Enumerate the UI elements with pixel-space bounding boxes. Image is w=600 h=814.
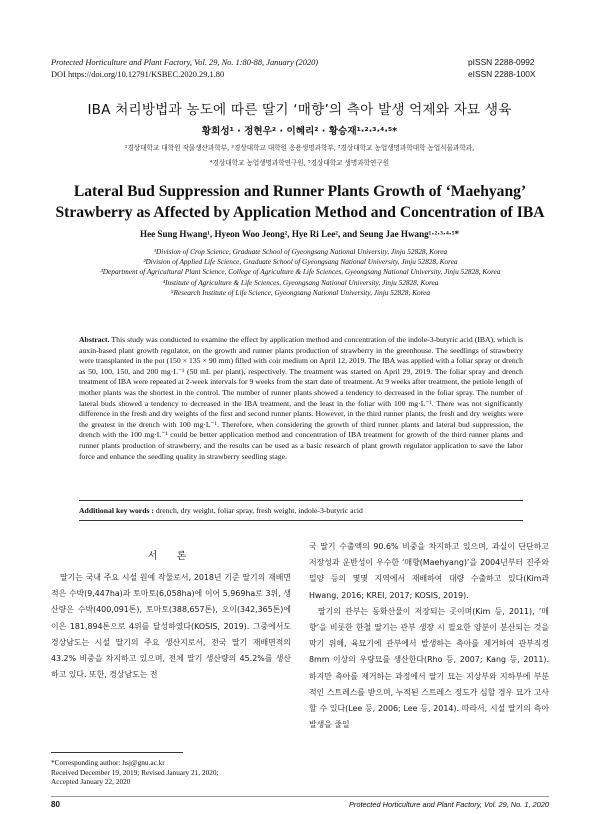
- abstract: [79, 335, 523, 462]
- english-title: [40, 182, 560, 223]
- affiliation-1: ¹Division of Crop Science, Graduate School of Gyeongsang National University, Jinju 52828, Korea: [153, 247, 448, 256]
- page-number: 80: [51, 800, 60, 809]
- section-heading-introduction: 서 론: [147, 551, 195, 562]
- korean-title: IBA 처리방법과 농도에 따른 딸기 ‘매향’의 측아 발생 억제와 자묘 생육: [87, 102, 512, 118]
- footnote: [51, 758, 291, 787]
- korean-affiliations: [48, 141, 551, 171]
- abstract-label: Abstract.: [79, 335, 110, 344]
- corresponding-author: *Corresponding author: hsj@gnu.ac.kr: [51, 758, 165, 767]
- body-column-right: [309, 539, 549, 733]
- english-authors: Hee Sung Hwang¹, Hyeon Woo Jeong², Hye Ri Lee², and Seung Jae Hwang¹·²·³·⁴·⁵*: [140, 229, 459, 239]
- korean-affiliation-line: ¹경상대학교 대학원 작물생산과학부, ²경상대학교 대학원 응용생명과학부, ³경상대학교 농업생명과학대학 농업식물과학과,: [124, 144, 475, 152]
- footnote-divider: [51, 752, 183, 753]
- affiliation-4: ⁴Institute of Agriculture & Life Sciences, Gyeongsang National University, Jinju 52828, Korea: [162, 277, 439, 287]
- korean-affiliation-line: ⁴경상대학교 농업생명과학연구원, ⁵경상대학교 생명과학연구원: [209, 159, 390, 167]
- affiliation-2: ²Division of Applied Life Science, Graduate School of Gyeongsang National University, Jinju 52828, Korea: [143, 257, 458, 267]
- english-title-line: Lateral Bud Suppression and Runner Plants Growth of ‘Maehyang’: [73, 183, 527, 200]
- keywords-text: drench, dry weight, foliar spray, fresh weight, indole-3-butyric acid: [155, 506, 363, 515]
- accepted-date: Accepted January 22, 2020: [51, 777, 131, 787]
- affiliation-3: ³Department of Agricultural Plant Science, College of Agriculture & Life Sciences, Gyeongsang National University, Jinju 52828, Korea: [100, 267, 501, 277]
- doi-link[interactable]: DOI https://doi.org/10.12791/KSBEC.2020.29.1.80: [51, 69, 225, 79]
- keywords: [79, 506, 523, 517]
- received-date: Received December 19, 2019; Revised January 21, 2020;: [51, 767, 219, 777]
- english-title-line: Strawberry as Affected by Application Method and Concentration of IBA: [55, 203, 545, 221]
- eissn: eISSN 2288-100X: [468, 68, 536, 79]
- footer-divider: [51, 796, 549, 797]
- paragraph: 딸기의 관부는 동화산물이 저장되는 곳이며(Kim 등, 2011), ‘매향’을 비롯한 한철 딸기는 관부 생장 시 필요한 양분이 분산되는 것을 막기 위해, 육묘기에 관부에서 발생하는 측아를 제거하여 관부직경 8mm 이상의 우량묘를 생산한다(Rho 등, 2007; Kang 등, 2011). 하지만 측아를 제거하는 과정에서 딸기 묘는 지상부와 지하부에 부분적인 스트레스를 받으며, 누적된 스트레스 정도가 심할 경우 묘가 고사할 수 있다(Lee 등, 2006; Lee 등, 2014). 따라서, 시설 딸기의 측아 발생을 줄일: [309, 606, 549, 730]
- issn-block: [468, 57, 563, 80]
- body-column-left: [51, 570, 291, 683]
- paragraph: 국 딸기 수출액의 90.6% 비중을 차지하고 있으며, 과실이 단단하고 저장성과 운반성이 우수한 ‘매향(Maehyang)’을 2004년부터 진주와 밀양 등의 몇몇 지역에서 재배하여 대량 수출하고 있다(Kim과 Hwang, 2016; KREI, 2017; KOSIS, 2019).: [309, 542, 549, 600]
- journal-citation: Protected Horticulture and Plant Factory, Vol. 29, No. 1:80-88, January (2020): [51, 58, 319, 67]
- paragraph: 딸기는 국내 주요 시설 원예 작물로서, 2018년 기준 딸기의 재배면적은 수박(9,447ha)과 토마토(6,058ha)에 이어 5,969ha로 3위, 생산량은 수박(400,091톤), 토마토(388,657톤), 오이(342,365톤)에 이은 181,894톤으로 4위를 달성하였다(KOSIS, 2019). 그중에서도 경상남도는 시설 딸기의 주요 생산지로서, 전국 딸기 재배면적의 43.2% 비중을 차지하고 있으며, 전체 딸기 생산량의 45.2%를 생산하고 있다. 또한, 경상남도는 전: [51, 573, 291, 680]
- affiliation-5: ⁵Research Institute of Life Science, Gyeongsang National University, Jinju 52828, Korea: [170, 287, 431, 297]
- korean-authors: 황희성¹ · 정현우² · 이혜리² · 황승재¹·²·³·⁴·⁵*: [201, 126, 398, 137]
- divider: [79, 500, 523, 501]
- pissn: pISSN 2288-0992: [468, 57, 535, 67]
- english-affiliations: [68, 247, 533, 298]
- journal-header: [51, 57, 318, 80]
- divider: [79, 520, 523, 521]
- abstract-text: This study was conducted to examine the effect by application method and concentration of the indole-3-butyric acid (IBA), which is auxin-based plant growth regulator, on the growth and runner plants production of strawberry in the greenhouse. The seedlings of strawberry were transplanted in the pot (150 × 135 × 90 mm) filled with coir medium on April 12, 2019. The IBA was applied with a foliar spray or drench as 50, 100, 150, and 200 mg·L⁻¹ (50 mL per plant), respectively. The treatment was started on April 29, 2019. The foliar spray and drench treatment of IBA were repeated at 2-week intervals for 9 weeks from the start date of treatment. At 9 weeks after treatment, the petiole length of mother plants was the shortest in the control. The number of runner plants showed a tendency to decreased in the foliar spray. The number of lateral buds showed a tendency to decreased in the IBA treatment, and the least in the foliar with 100 mg·L⁻¹. There was not significantly difference in the fresh and dry weights of the first and second runner plants. However, in the third runner plants, the fresh and dry weights were the greatest in the drench with 100 mg·L⁻¹. Therefore, when considering the growth of third runner plants and lateral bud suppression, the drench with the 100 mg·L⁻¹ could be better application method and concentration of IBA treatment for growth of the third runner plants and runner plants production of strawberry, and the results can be used as a basic research of plant growth regulator application to save the labor force and enhance the seedling quality in strawberry seedling stage.: [79, 335, 523, 461]
- footer-journal: Protected Horticulture and Plant Factory, Vol. 29, No. 1, 2020: [348, 800, 549, 809]
- keywords-label: Additional key words :: [79, 506, 154, 515]
